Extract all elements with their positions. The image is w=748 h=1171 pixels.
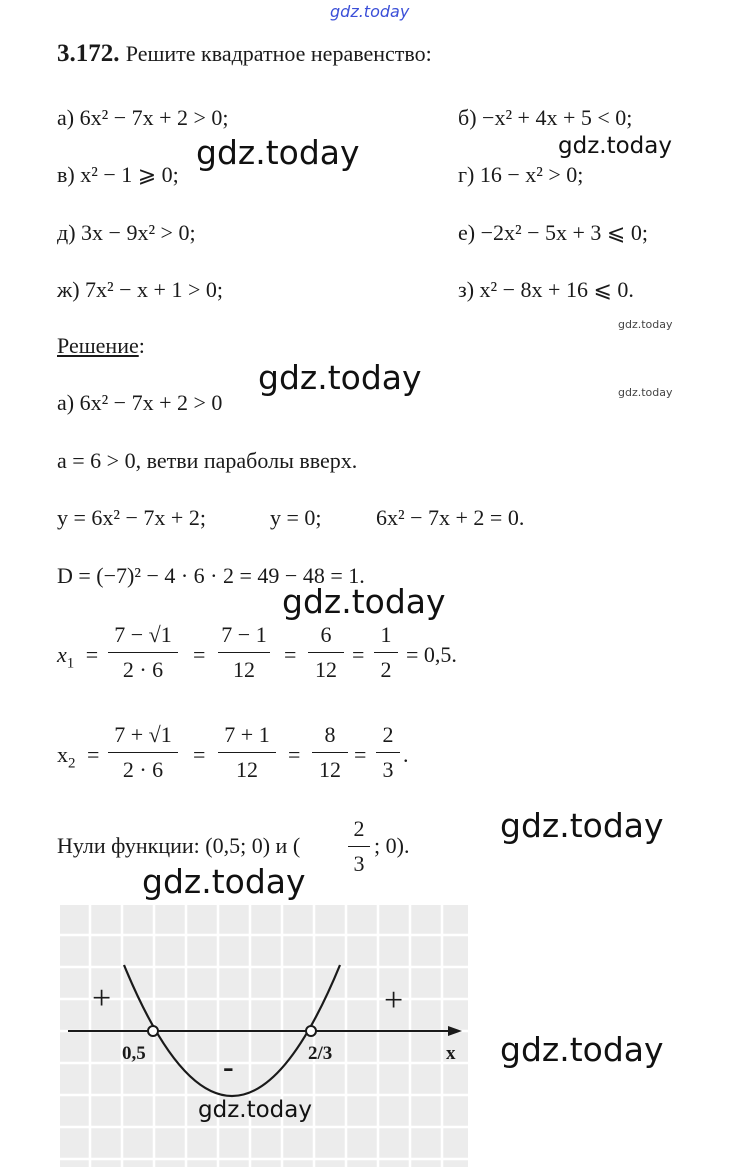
x2-frac-2: 7 + 1 12 — [218, 722, 276, 783]
problem-heading — [57, 40, 432, 68]
axis-label-x: x — [446, 1043, 456, 1064]
watermark: gdz.today — [618, 318, 673, 331]
zeros-suffix: ; 0). — [374, 833, 410, 858]
branches-text: a = 6 > 0, ветви параболы вверх. — [57, 448, 358, 473]
x1-result: = 0,5. — [406, 642, 457, 667]
problem-number: 3.172. — [57, 40, 120, 67]
watermark: gdz.today — [198, 1097, 312, 1123]
header-watermark: gdz.today — [330, 2, 410, 21]
item-b: б) −x² + 4x + 5 < 0; — [458, 105, 633, 130]
x2-eq-3: = — [354, 742, 367, 767]
x2-lhs: $x_2$ = — [57, 742, 100, 772]
equation-y: y = 6x² − 7x + 2; — [57, 505, 206, 530]
solution-part-a: а) 6x² − 7x + 2 > 0 — [57, 390, 223, 415]
discriminant: D = (−7)² − 4 · 6 · 2 = 49 − 48 = 1. — [57, 563, 365, 588]
x1-frac-1: 7 − √1 2 · 6 — [108, 622, 178, 683]
parabola-graph — [60, 905, 468, 1167]
item-g: г) 16 − x² > 0; — [458, 162, 584, 187]
problem-task: Решите квадратное неравенство: — [125, 41, 432, 66]
item-v: в) x² − 1 ⩾ 0; — [57, 162, 179, 187]
x2-result: . — [403, 742, 409, 767]
watermark: gdz.today — [618, 386, 673, 399]
zeros-frac: 2 3 — [348, 816, 370, 877]
x2-frac-1: 7 + √1 2 · 6 — [108, 722, 178, 783]
item-e: е) −2x² − 5x + 3 ⩽ 0; — [458, 220, 648, 245]
x1-lhs: $x_1$ = — [57, 642, 99, 672]
watermark: gdz.today — [500, 1030, 664, 1069]
minus-sign: - — [223, 1048, 234, 1084]
root-marker-right — [306, 1026, 316, 1036]
solution-heading: Решение: — [57, 333, 145, 358]
watermark: gdz.today — [500, 806, 664, 845]
x1-eq-2: = — [284, 642, 297, 667]
watermark: gdz.today — [196, 133, 360, 172]
watermark: gdz.today — [282, 582, 446, 621]
x2-frac-4: 2 3 — [376, 722, 400, 783]
item-d: д) 3x − 9x² > 0; — [57, 220, 196, 245]
equation-y-zero: y = 0; — [270, 505, 322, 530]
item-a: а) 6x² − 7x + 2 > 0; — [57, 105, 229, 130]
x2-eq-1: = — [193, 742, 206, 767]
plus-right-sign: + — [384, 982, 404, 1019]
root-label-right: 2/3 — [308, 1043, 333, 1064]
x2-frac-3: 8 12 — [312, 722, 348, 783]
watermark: gdz.today — [142, 862, 306, 901]
x1-frac-2: 7 − 1 12 — [218, 622, 270, 683]
root-label-left: 0,5 — [122, 1043, 146, 1064]
zeros-prefix: Нули функции: (0,5; 0) и ( — [57, 833, 301, 858]
x1-frac-4: 1 2 — [374, 622, 398, 683]
root-marker-left — [148, 1026, 158, 1036]
item-z: з) x² − 8x + 16 ⩽ 0. — [458, 277, 634, 302]
watermark: gdz.today — [258, 358, 422, 397]
watermark: gdz.today — [558, 133, 672, 159]
item-zh: ж) 7x² − x + 1 > 0; — [57, 277, 223, 302]
x1-eq-1: = — [193, 642, 206, 667]
equation-quadratic: 6x² − 7x + 2 = 0. — [376, 505, 525, 530]
x2-eq-2: = — [288, 742, 301, 767]
x1-frac-3: 6 12 — [308, 622, 344, 683]
plus-left-sign: + — [92, 980, 112, 1017]
x1-eq-3: = — [352, 642, 365, 667]
